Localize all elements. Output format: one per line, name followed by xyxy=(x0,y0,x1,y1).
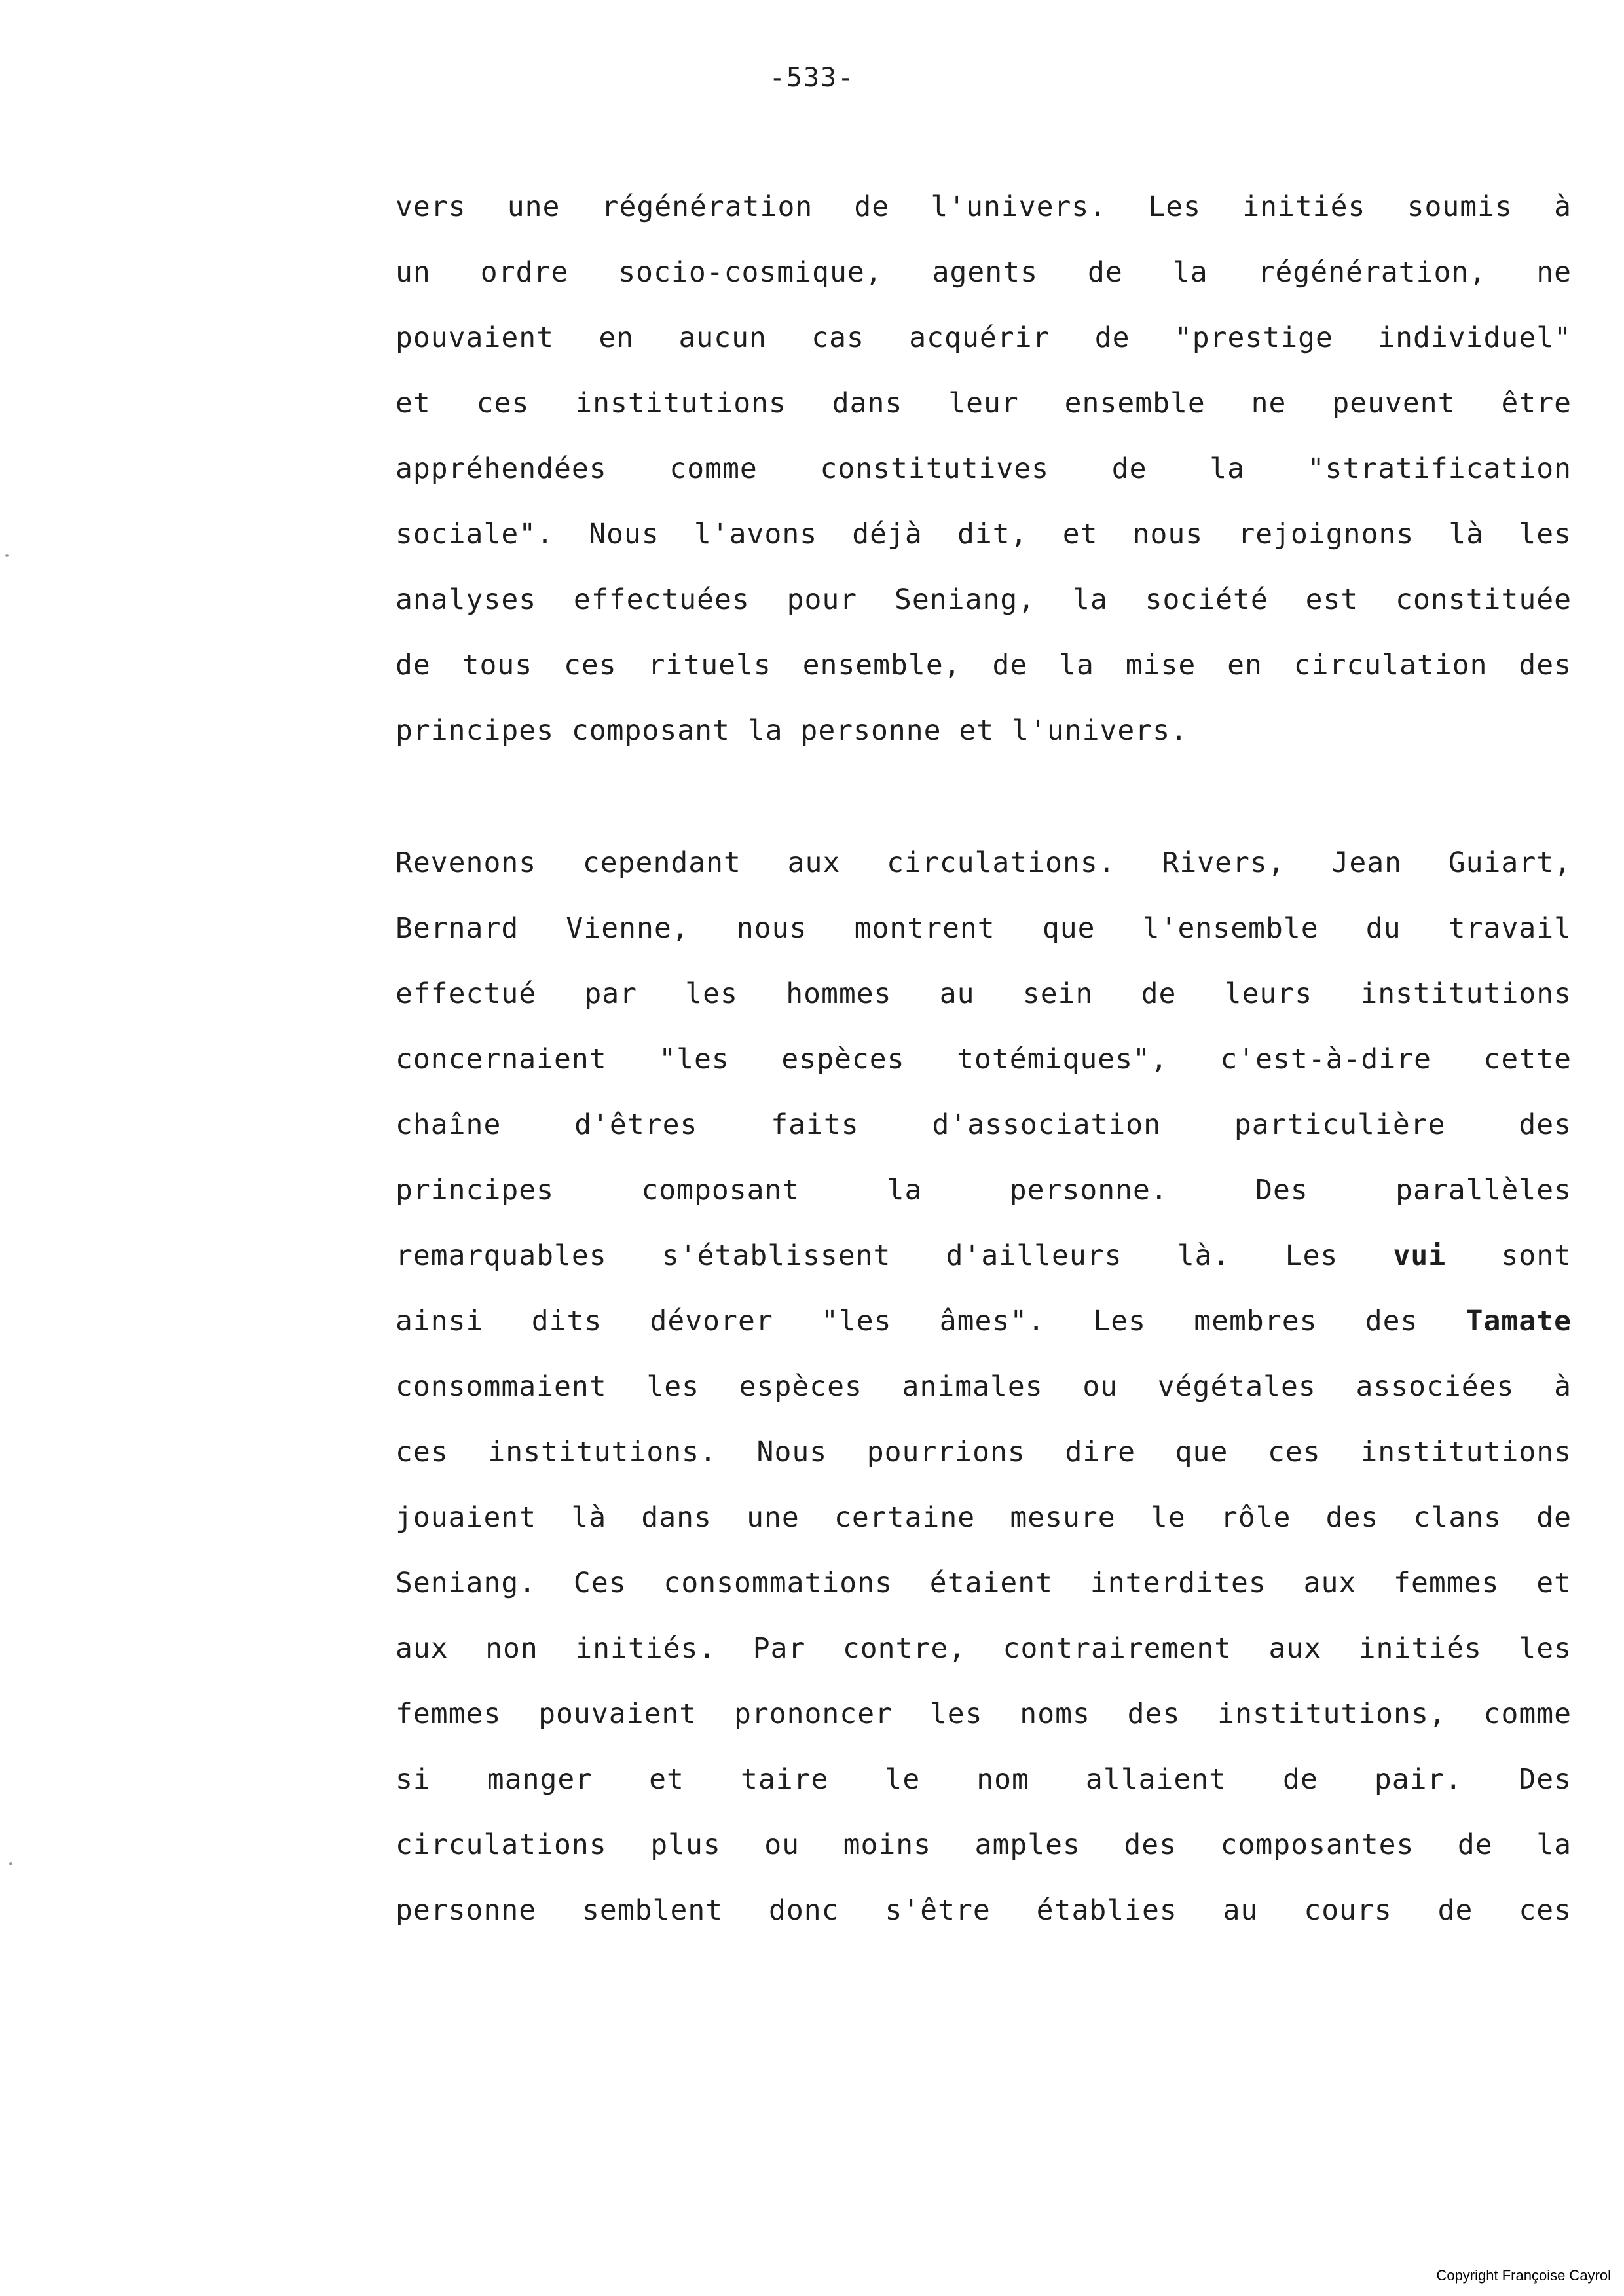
text-line: Bernard Vienne, nous montrent que l'ensemble du travail xyxy=(396,912,1572,945)
text-line: consommaient les espèces animales ou végétales associées à xyxy=(396,1370,1572,1403)
text-line: Seniang. Ces consommations étaient interdites aux femmes et xyxy=(396,1567,1572,1599)
paragraph-2 xyxy=(396,830,1572,1943)
text-line: principes composant la personne et l'univers. xyxy=(396,714,1188,747)
text-line: de tous ces rituels ensemble, de la mise en circulation des xyxy=(396,649,1572,682)
text-line: concernaient "les espèces totémiques", c'est-à-dire cette xyxy=(396,1043,1572,1076)
text-line xyxy=(396,1223,1572,1288)
text-line: femmes pouvaient prononcer les noms des institutions, comme xyxy=(396,1698,1572,1730)
paragraph-1 xyxy=(396,174,1572,763)
text-run: sont xyxy=(1446,1239,1572,1272)
text-line: ces institutions. Nous pourrions dire que ces institutions xyxy=(396,1436,1572,1468)
text-line: analyses effectuées pour Seniang, la société est constituée xyxy=(396,583,1572,616)
page-number: -533- xyxy=(769,63,855,93)
text-line: chaîne d'êtres faits d'association particulière des xyxy=(396,1108,1572,1141)
text-line: appréhendées comme constitutives de la "stratification xyxy=(396,452,1572,485)
text-run: remarquables s'établissent d'ailleurs là. Les xyxy=(396,1239,1393,1272)
text-line: circulations plus ou moins amples des composantes de la xyxy=(396,1829,1572,1861)
bold-term-vui: vui xyxy=(1393,1239,1447,1272)
bold-term-tamate: Tamate xyxy=(1466,1305,1572,1338)
text-line: et ces institutions dans leur ensemble ne peuvent être xyxy=(396,387,1572,420)
text-line: si manger et taire le nom allaient de pair. Des xyxy=(396,1763,1572,1796)
text-line: vers une régénération de l'univers. Les initiés soumis à xyxy=(396,191,1572,223)
text-line: sociale". Nous l'avons déjà dit, et nous rejoignons là les xyxy=(396,518,1572,551)
text-line: jouaient là dans une certaine mesure le rôle des clans de xyxy=(396,1501,1572,1534)
text-run: ainsi dits dévorer "les âmes". Les membres des xyxy=(396,1305,1466,1338)
text-line: aux non initiés. Par contre, contrairement aux initiés les xyxy=(396,1632,1572,1665)
copyright-notice: Copyright Françoise Cayrol xyxy=(1436,2267,1611,2284)
text-line: personne semblent donc s'être établies au cours de ces xyxy=(396,1894,1572,1927)
text-line: pouvaient en aucun cas acquérir de "prestige individuel" xyxy=(396,321,1572,354)
text-line xyxy=(396,1288,1572,1354)
text-line: effectué par les hommes au sein de leurs institutions xyxy=(396,977,1572,1010)
scan-speck xyxy=(5,554,9,557)
text-line: principes composant la personne. Des parallèles xyxy=(396,1174,1572,1207)
scan-speck xyxy=(9,1862,12,1865)
text-line: un ordre socio-cosmique, agents de la régénération, ne xyxy=(396,256,1572,289)
text-line: Revenons cependant aux circulations. Rivers, Jean Guiart, xyxy=(396,847,1572,879)
